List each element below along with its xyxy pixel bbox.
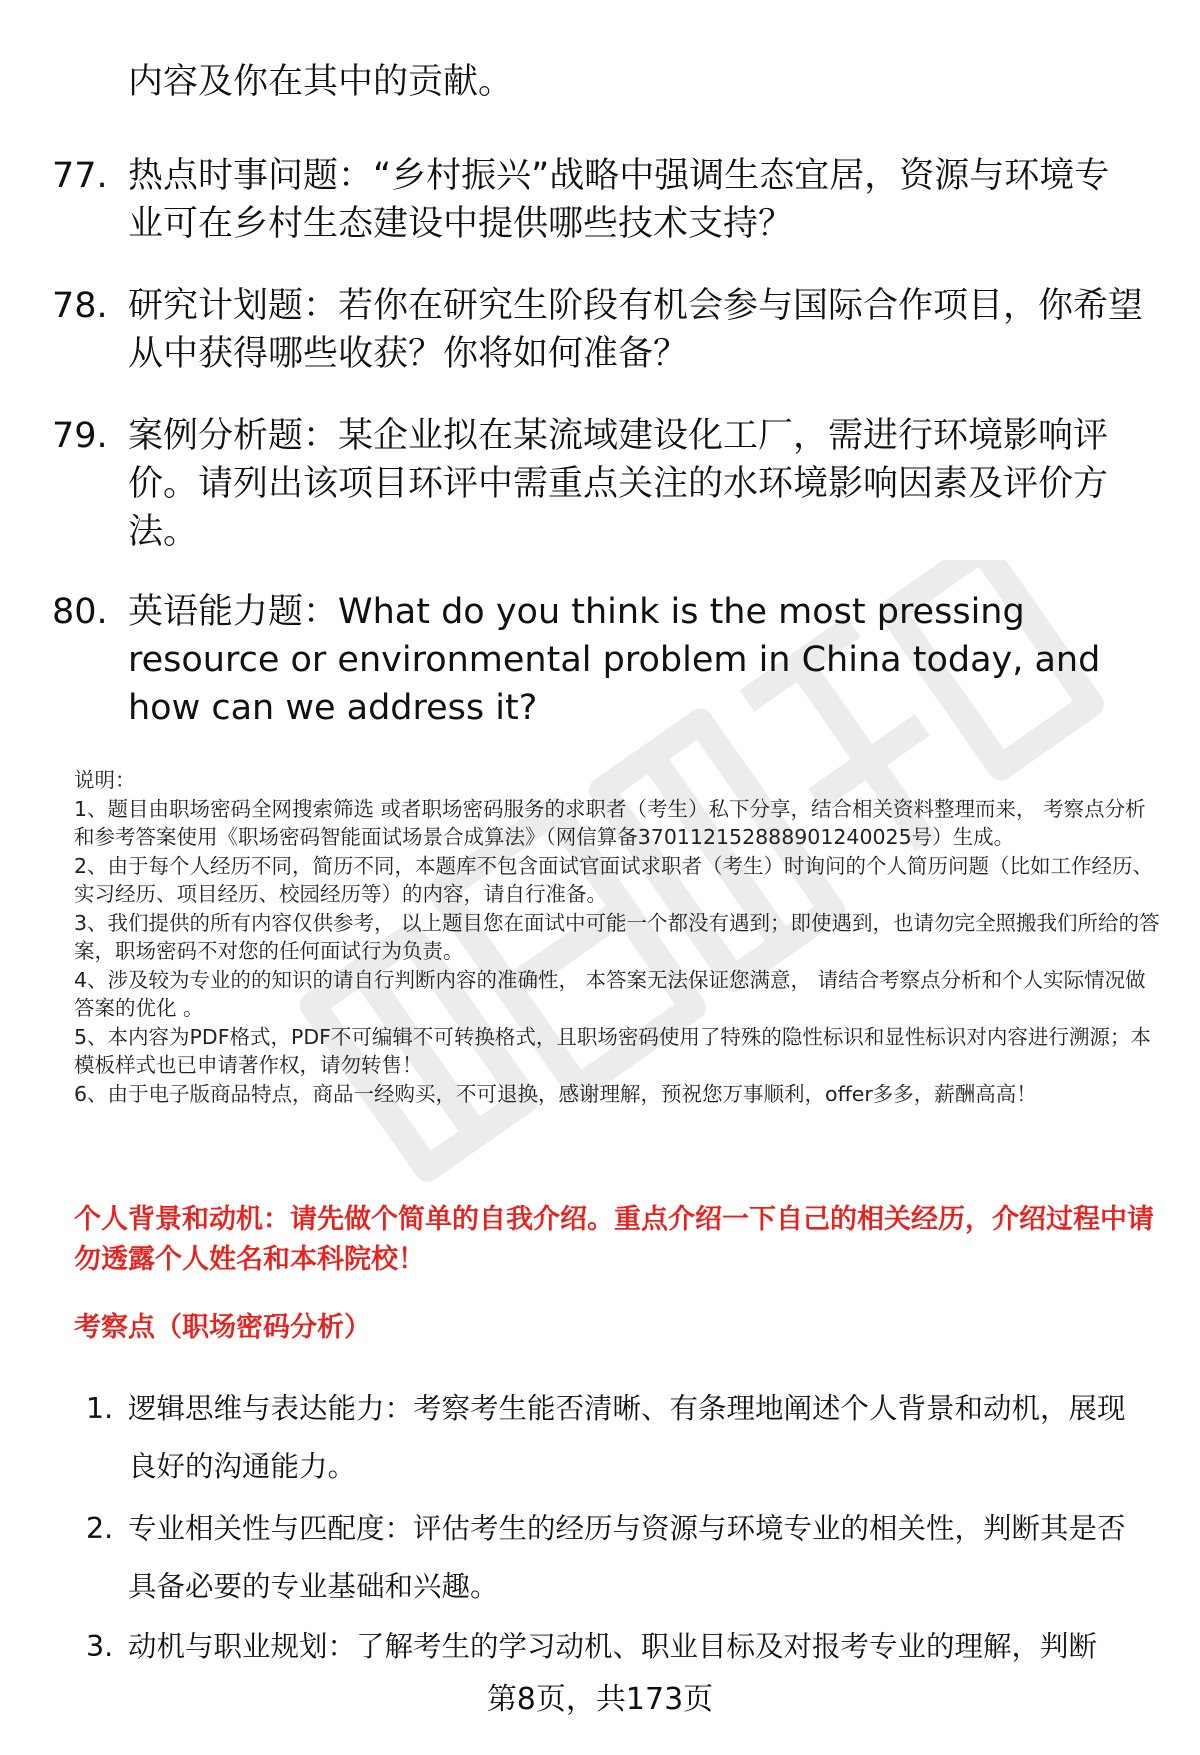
question-number: 79.: [52, 416, 108, 456]
note-item: 4、涉及较为专业的的知识的请自行判断内容的准确性， 本答案无法保证您满意， 请结合考察点分析和个人实际情况做答案的优化 。: [74, 967, 1146, 1020]
notes-section: [74, 766, 1164, 1108]
question-number: 78.: [52, 286, 108, 326]
note-item: 1、题目由职场密码全网搜索筛选 或者职场密码服务的求职者（考生）私下分享，结合相关资料整理而来， 考察点分析和参考答案使用《职场密码智能面试场景合成算法》（网信算备370112152888901240025号）生成。: [74, 796, 1146, 849]
question-text: 案例分析题：某企业拟在某流域建设化工厂，需进行环境影响评价。请列出该项目环评中需重点关注的水环境影响因素及评价方法。: [128, 416, 1109, 552]
point-text: 动机与职业规划：了解考生的学习动机、职业目标及对报考专业的理解，判断: [128, 1630, 1098, 1663]
point-number: 3.: [86, 1630, 114, 1663]
point-number: 2.: [86, 1512, 114, 1545]
note-item: 3、我们提供的所有内容仅供参考， 以上题目您在面试中可能一个都没有遇到；即使遇到，也请勿完全照搬我们所给的答案，职场密码不对您的任何面试行为负责。: [74, 910, 1160, 963]
page-footer: 第8页，共173页: [486, 1682, 714, 1717]
point-text: 逻辑思维与表达能力：考察考生能否清晰、有条理地阐述个人背景和动机，展现良好的沟通能力。: [128, 1392, 1126, 1483]
question-continuation: 内容及你在其中的贡献。: [128, 62, 514, 102]
note-item: 2、由于每个人经历不同，简历不同，本题库不包含面试官面试求职者（考生）时询问的个人简历问题（比如工作经历、实习经历、项目经历、校园经历等）的内容，请自行准备。: [74, 853, 1154, 906]
question-number: 80.: [52, 592, 108, 632]
question-text: 研究计划题：若你在研究生阶段有机会参与国际合作项目，你希望从中获得哪些收获？你将如何准备？: [128, 286, 1144, 374]
point-text: 专业相关性与匹配度：评估考生的经历与资源与环境专业的相关性，判断其是否具备必要的专业基础和兴趣。: [128, 1512, 1126, 1603]
question-text: 英语能力题：What do you think is the most pressing resource or environmental problem in China today, and how can we address it?: [128, 592, 1101, 728]
section-heading: 个人背景和动机：请先做个简单的自我介绍。重点介绍一下自己的相关经历，介绍过程中请勿透露个人姓名和本科院校！: [74, 1204, 1154, 1275]
question-number: 77.: [52, 156, 108, 196]
notes-title: 说明：: [74, 768, 136, 792]
note-item: 6、由于电子版商品特点，商品一经购买，不可退换，感谢理解，预祝您万事顺利，offer多多，薪酬高高！: [74, 1081, 1037, 1106]
note-item: 5、本内容为PDF格式，PDF不可编辑不可转换格式，且职场密码使用了特殊的隐性标识和显性标识对内容进行溯源；本模板样式也已申请著作权，请勿转售！: [74, 1024, 1151, 1077]
sub-heading: 考察点（职场密码分析）: [74, 1312, 371, 1343]
point-number: 1.: [86, 1392, 114, 1425]
question-text: 热点时事问题：“乡村振兴”战略中强调生态宜居，资源与环境专业可在乡村生态建设中提供哪些技术支持？: [128, 156, 1110, 244]
